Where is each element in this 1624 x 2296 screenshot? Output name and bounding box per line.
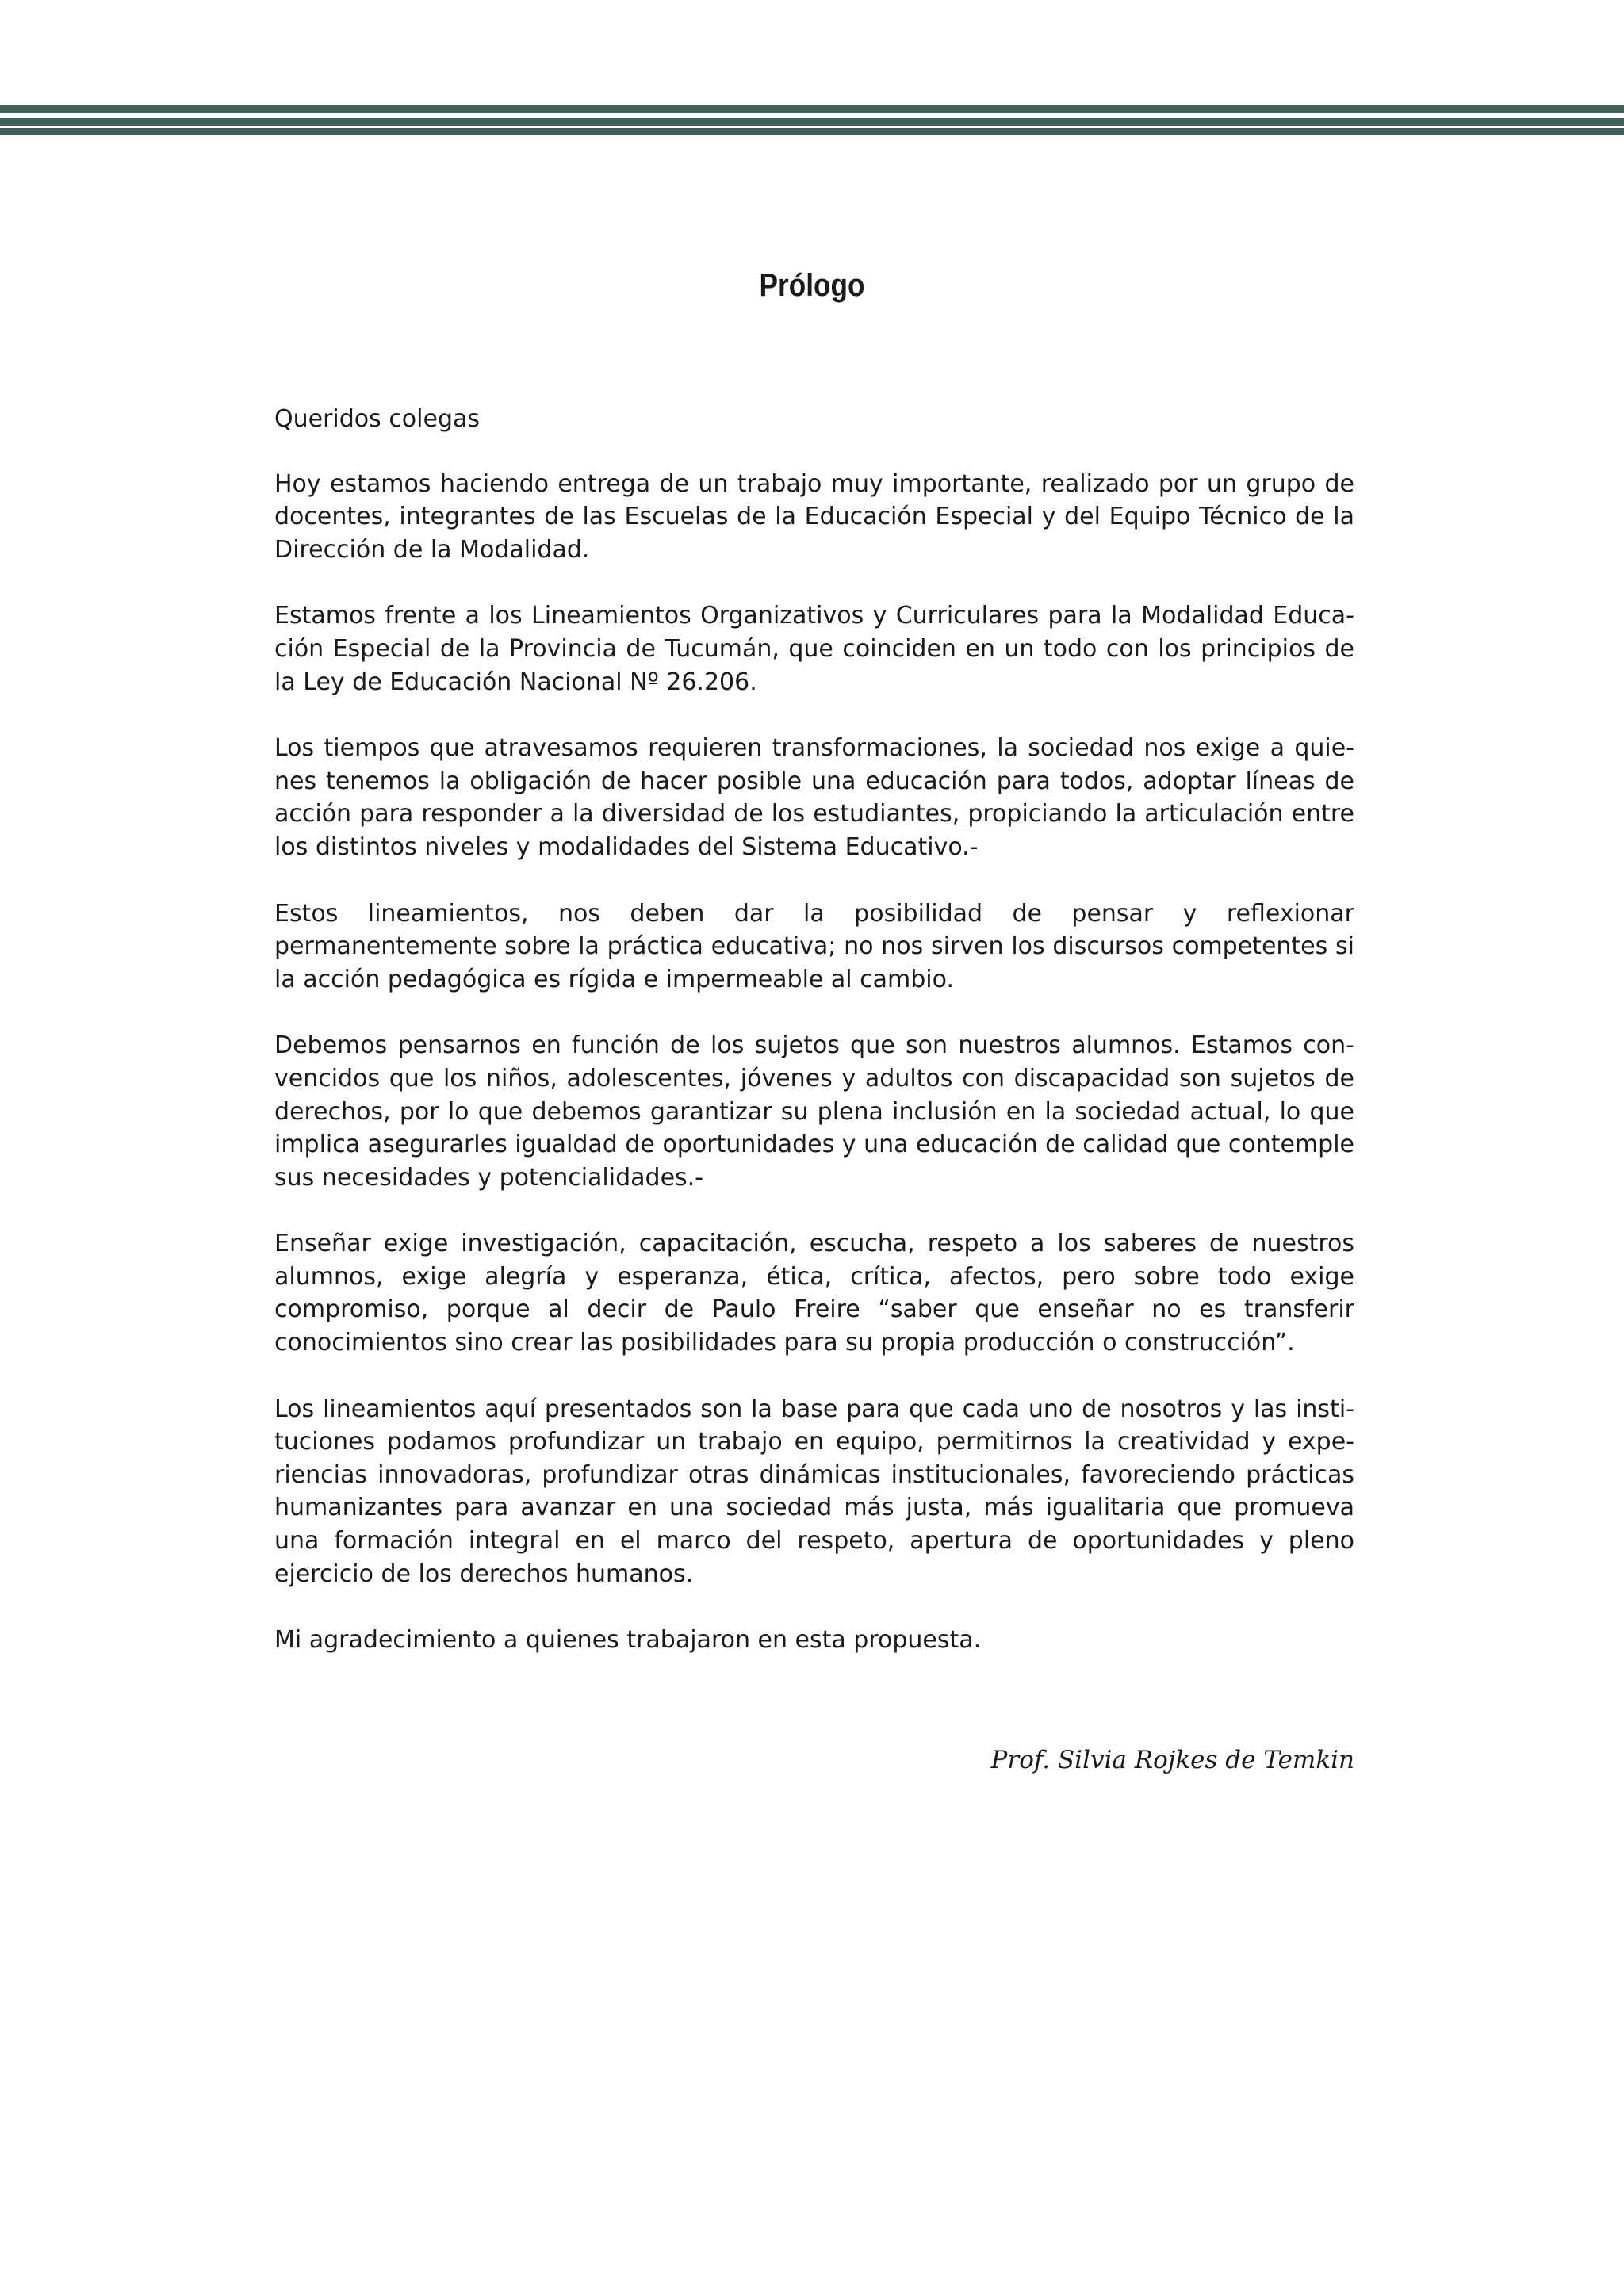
paragraph-8: Mi agradecimiento a quienes trabajaron en esta propuesta.	[274, 1626, 982, 1655]
salutation: Queridos colegas	[274, 405, 481, 433]
paragraph-4: Estos lineamientos, nos deben dar la posibilidad de pensar y reflexionar permanentemente sobre la práctica educativa; no nos sirven los discursos competentes si la acción pedagógica es rígida e impermeable al cambio.	[274, 899, 1354, 993]
paragraph-6: Enseñar exige investigación, capacitación, escucha, respeto a los saberes de nuestros alumnos, exige alegría y esperanza, ética, crítica, afectos, pero sobre todo exige compromiso, porque al decir de Paulo Freire “saber que enseñar no es transferir conocimientos sino crear las posibilidades para su propia producción o construcción”.	[274, 1230, 1354, 1357]
header-rule-thin	[0, 128, 1624, 135]
signature: Prof. Silvia Rojkes de Temkin	[990, 1746, 1354, 1774]
document-body	[274, 403, 1354, 1690]
header-rule-middle	[0, 118, 1624, 126]
paragraph-1: Hoy estamos haciendo entrega de un trabajo muy importante, realizado por un grupo de docentes, integrantes de las Escuelas de la Educación Especial y del Equipo Técnico de la Dirección de la Modalidad.	[274, 469, 1354, 564]
paragraph-5: Debemos pensarnos en función de los sujetos que son nuestros alumnos. Estamos convencidos que los niños, adolescentes, jóvenes y adultos con discapacidad son sujetos de derechos, por lo que debemos garantizar su plena inclusión en la sociedad actual, lo que implica asegurarles igualdad de oportunidades y una educación de calidad que contemple sus necesidades y potencialidades.-	[274, 1031, 1354, 1192]
header-rule-thick	[0, 105, 1624, 113]
header-rules	[0, 0, 1624, 159]
paragraph-7: Los lineamientos aquí presentados son la base para que cada uno de nosotros y las instituciones podamos profundizar un trabajo en equipo, permitirnos la creatividad y experiencias innovadoras, profundizar otras dinámicas institucionales, favoreciendo prácticas humanizantes para avanzar en una sociedad más justa, más igualitaria que promueva una formación integral en el marco del respeto, apertura de oportunidades y pleno ejercicio de los derechos humanos.	[274, 1395, 1354, 1588]
page-title: Prólogo	[759, 268, 865, 303]
paragraph-3: Los tiempos que atravesamos requieren transformaciones, la sociedad nos exige a quienes tenemos la obligación de hacer posible una educación para todos, adoptar líneas de acción para responder a la diversidad de los estudiantes, propiciando la articulación entre los distintos niveles y modalidades del Sistema Educativo.-	[274, 734, 1354, 861]
paragraph-2: Estamos frente a los Lineamientos Organizativos y Curriculares para la Modalidad Educación Especial de la Provincia de Tucumán, que coinciden en un todo con los principios de la Ley de Educación Nacional Nº 26.206.	[274, 602, 1354, 696]
